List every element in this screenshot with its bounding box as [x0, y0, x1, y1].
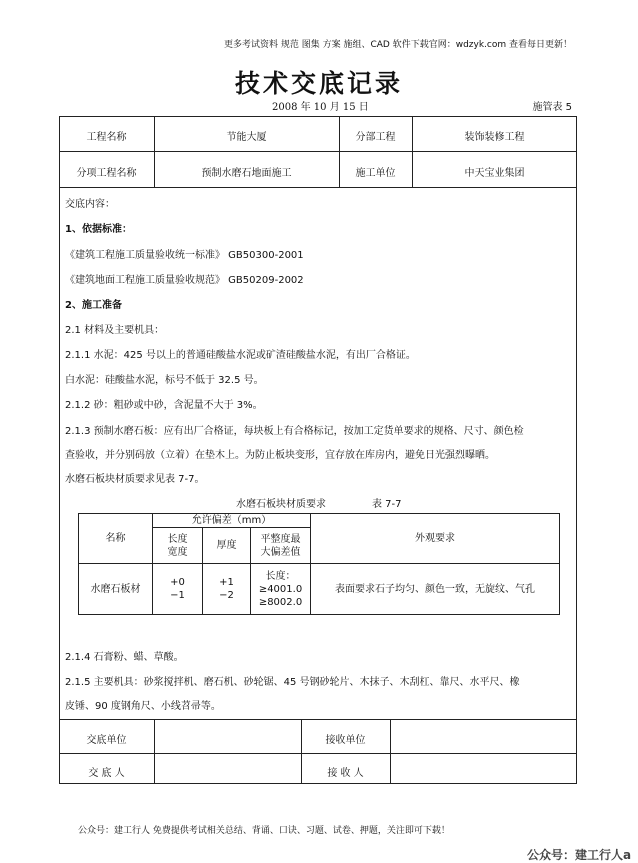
division-label: 分部工程: [355, 132, 396, 143]
col-header-flatness-line2: 大偏差值: [260, 546, 301, 558]
subitem-value: 预制水磨石地面施工: [201, 168, 292, 179]
standard-item: 《建筑工程施工质量验收统一标准》 GB50300-2001: [65, 250, 304, 261]
row-divider: [59, 753, 577, 754]
section-heading: 2、施工准备: [65, 300, 122, 311]
page-title: 技术交底记录: [234, 69, 403, 98]
col-divider: [390, 719, 391, 784]
standard-item: 《建筑地面工程施工质量验收规范》 GB50209-2002: [65, 275, 304, 286]
subsection-heading: 2.1 材料及主要机具：: [65, 325, 165, 336]
paragraph: 皮锤、90 度钢角尺、小线苕帚等。: [65, 701, 221, 712]
row-divider: [59, 719, 577, 720]
col-header-thickness: 厚度: [203, 528, 251, 564]
row-lw-minus: −1: [170, 590, 185, 601]
paragraph: 2.1.3 预制水磨石板：应有出厂合格证，每块板上有合格标记，按加工定货单要求的规格、尺寸、颜色检: [65, 426, 524, 437]
paragraph: 2.1.4 石膏粉、蜡、草酸。: [65, 652, 184, 663]
content-intro: 交底内容：: [65, 199, 115, 210]
issuer-person-label: 交 底 人: [88, 768, 125, 779]
contractor-label: 施工单位: [355, 168, 396, 179]
row-name: 水磨石板材: [79, 564, 153, 615]
col-header-tolerance: 允许偏差（mm）: [153, 514, 311, 528]
col-header-flatness-line1: 平整度最: [260, 533, 301, 545]
document-date: 2008 年 10 月 15 日: [272, 102, 369, 113]
row-divider: [59, 151, 577, 152]
row-lw-plus: +0: [170, 577, 185, 588]
header-note: 更多考试资料 规范 图集 方案 施组、CAD 软件下载官网：wdzyk.com 查看每日更新！: [224, 40, 572, 50]
row-th-plus: +1: [219, 577, 234, 588]
paragraph: 2.1.2 砂：粗砂或中砂，含泥量不大于 3%。: [65, 400, 263, 411]
watermark: 公众号：建工行人a: [527, 848, 632, 862]
row-th-minus: −2: [219, 590, 234, 601]
row-flat-line3: ≥8002.0: [258, 596, 303, 608]
row-thickness-tolerance: [203, 564, 251, 615]
paragraph: 2.1.5 主要机具：砂浆搅拌机、磨石机、砂轮锯、45 号钢砂轮片、木抹子、木刮杠、靠尺、水平尺、橡: [65, 677, 520, 688]
contractor-value: 中天宝业集团: [464, 168, 525, 179]
paragraph: 水磨石板块材质要求见表 7-7。: [65, 474, 205, 485]
col-header-flatness: [251, 528, 311, 564]
form-number: 施管表 5: [532, 102, 572, 113]
subitem-label: 分项工程名称: [76, 168, 137, 179]
col-header-appearance: 外观要求: [311, 514, 560, 564]
row-flatness: [251, 564, 311, 615]
row-flat-line2: ≥4001.0: [258, 583, 303, 595]
issuer-unit-label: 交底单位: [86, 735, 127, 746]
row-appearance: 表面要求石子均匀、颜色一致，无旋纹、气孔: [311, 564, 560, 615]
receiver-person-label: 接 收 人: [327, 768, 364, 779]
material-spec-table: [78, 513, 560, 615]
table-row: [79, 564, 560, 615]
paragraph: 白水泥：硅酸盐水泥，标号不低于 32.5 号。: [65, 375, 264, 386]
row-divider: [59, 187, 577, 188]
col-header-length-width: [153, 528, 203, 564]
section-heading: 1、依据标准：: [65, 224, 132, 235]
paragraph: 2.1.1 水泥：425 号以上的普通硅酸盐水泥或矿渣硅酸盐水泥，有出厂合格证。: [65, 350, 416, 361]
row-flat-line1: 长度：: [265, 570, 296, 582]
table-number: 表 7-7: [372, 499, 402, 510]
project-value: 节能大厦: [226, 132, 267, 143]
division-value: 装饰装修工程: [464, 132, 525, 143]
col-divider: [154, 719, 155, 784]
project-label: 工程名称: [86, 132, 127, 143]
col-header-name: 名称: [79, 514, 153, 564]
col-header-width: 宽度: [167, 546, 188, 558]
col-header-length: 长度: [167, 533, 188, 545]
receiver-unit-label: 接收单位: [325, 735, 366, 746]
footer-note: 公众号：建工行人 免费提供考试相关总结、背诵、口诀、习题、试卷、押题，关注即可下载！: [78, 826, 450, 836]
row-length-width-tolerance: [153, 564, 203, 615]
paragraph: 查验收，并分别码放（立着）在垫木上。为防止板块变形，宜存放在库房内，避免日光强烈曝晒。: [65, 450, 495, 461]
table-caption: 水磨石板块材质要求: [236, 499, 326, 510]
